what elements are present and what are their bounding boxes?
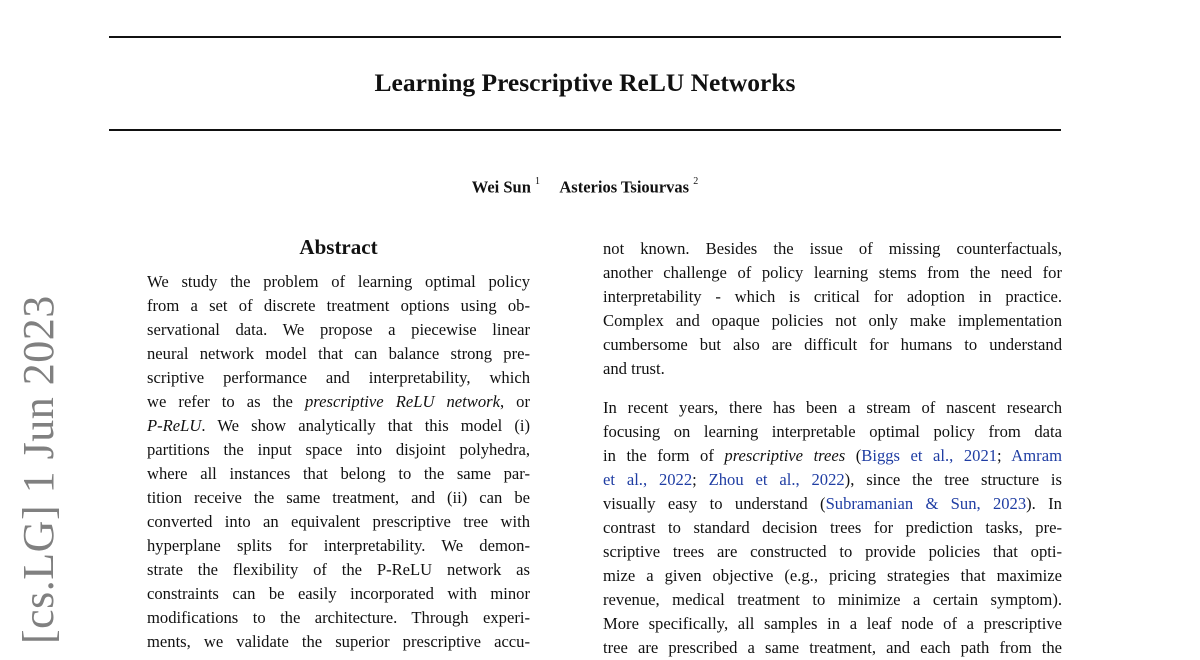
text-line: cumbersome but also are difficult for humans to understand: [603, 335, 1062, 354]
text-line: and trust.: [603, 359, 665, 378]
author-list: [109, 173, 1061, 199]
abstract-body: [147, 270, 530, 654]
text-line: not known. Besides the issue of missing counterfactuals,: [603, 239, 1062, 258]
text-line: we refer to as the prescriptive ReLU network, or: [147, 392, 530, 411]
author-name: Asterios Tsiourvas: [559, 177, 690, 197]
text-line: neural network model that can balance strong pre-: [147, 344, 530, 363]
arxiv-stamp: [cs.LG] 1 Jun 2023: [14, 295, 63, 644]
text-line: P-ReLU. We show analytically that this model (i): [147, 416, 530, 435]
citation-link[interactable]: Subramanian & Sun, 2023: [825, 494, 1027, 513]
author-affiliation: 2: [693, 176, 699, 187]
text-line: scriptive performance and interpretability, which: [147, 368, 530, 387]
text-line: hyperplane splits for interpretability. We demon-: [147, 536, 530, 555]
author-name: Wei Sun: [471, 177, 531, 197]
text-line: visually easy to understand (Subramanian & Sun, 2023). In: [603, 494, 1062, 513]
text-line: strate the flexibility of the P-ReLU network as: [147, 560, 530, 579]
text-line: Complex and opaque policies not only make implementation: [603, 311, 1062, 330]
text-line: tition receive the same treatment, and (ii) can be: [147, 488, 530, 507]
text-line: in the form of prescriptive trees (Biggs et al., 2021; Amram: [603, 446, 1062, 465]
text-line: converted into an equivalent prescriptive tree with: [147, 512, 530, 531]
text-line: ments, we validate the superior prescriptive accu-: [147, 632, 530, 651]
text-line: focusing on learning interpretable optimal policy from data: [603, 422, 1062, 441]
paper-title: Learning Prescriptive ReLU Networks: [374, 68, 796, 97]
text-line: revenue, medical treatment to minimize a certain symptom).: [603, 590, 1062, 609]
text-line: et al., 2022; Zhou et al., 2022), since the tree structure is: [603, 470, 1062, 489]
text-line: In recent years, there has been a stream of nascent research: [603, 398, 1062, 417]
abstract-heading: Abstract: [299, 235, 378, 259]
text-line: interpretability - which is critical for adoption in practice.: [603, 287, 1062, 306]
text-line: partitions the input space into disjoint polyhedra,: [147, 440, 530, 459]
text-line: another challenge of policy learning stems from the need for: [603, 263, 1062, 282]
text-line: modifications to the architecture. Through experi-: [147, 608, 530, 627]
text-line: We study the problem of learning optimal policy: [147, 272, 530, 291]
text-line: scriptive trees are constructed to provide policies that opti-: [603, 542, 1062, 561]
text-line: servational data. We propose a piecewise linear: [147, 320, 530, 339]
text-line: from a set of discrete treatment options using ob-: [147, 296, 530, 315]
text-line: More specifically, all samples in a leaf node of a prescriptive: [603, 614, 1062, 633]
title-top-rule: [109, 36, 1061, 38]
citation-link[interactable]: Zhou et al., 2022: [708, 470, 845, 489]
citation-link[interactable]: Biggs et al., 2021: [861, 446, 998, 465]
citation-link[interactable]: Amram: [1011, 446, 1062, 465]
text-line: tree are prescribed a same treatment, and each path from the: [603, 638, 1062, 657]
text-line: where all instances that belong to the same par-: [147, 464, 530, 483]
body-text: [603, 237, 1062, 660]
author-affiliation: 1: [535, 176, 541, 187]
text-line: contrast to standard decision trees for prediction tasks, pre-: [603, 518, 1062, 537]
text-line: mize a given objective (e.g., pricing strategies that maximize: [603, 566, 1062, 585]
citation-link[interactable]: et al., 2022: [603, 470, 693, 489]
title-bottom-rule: [109, 129, 1061, 131]
text-line: constraints can be easily incorporated with minor: [147, 584, 530, 603]
